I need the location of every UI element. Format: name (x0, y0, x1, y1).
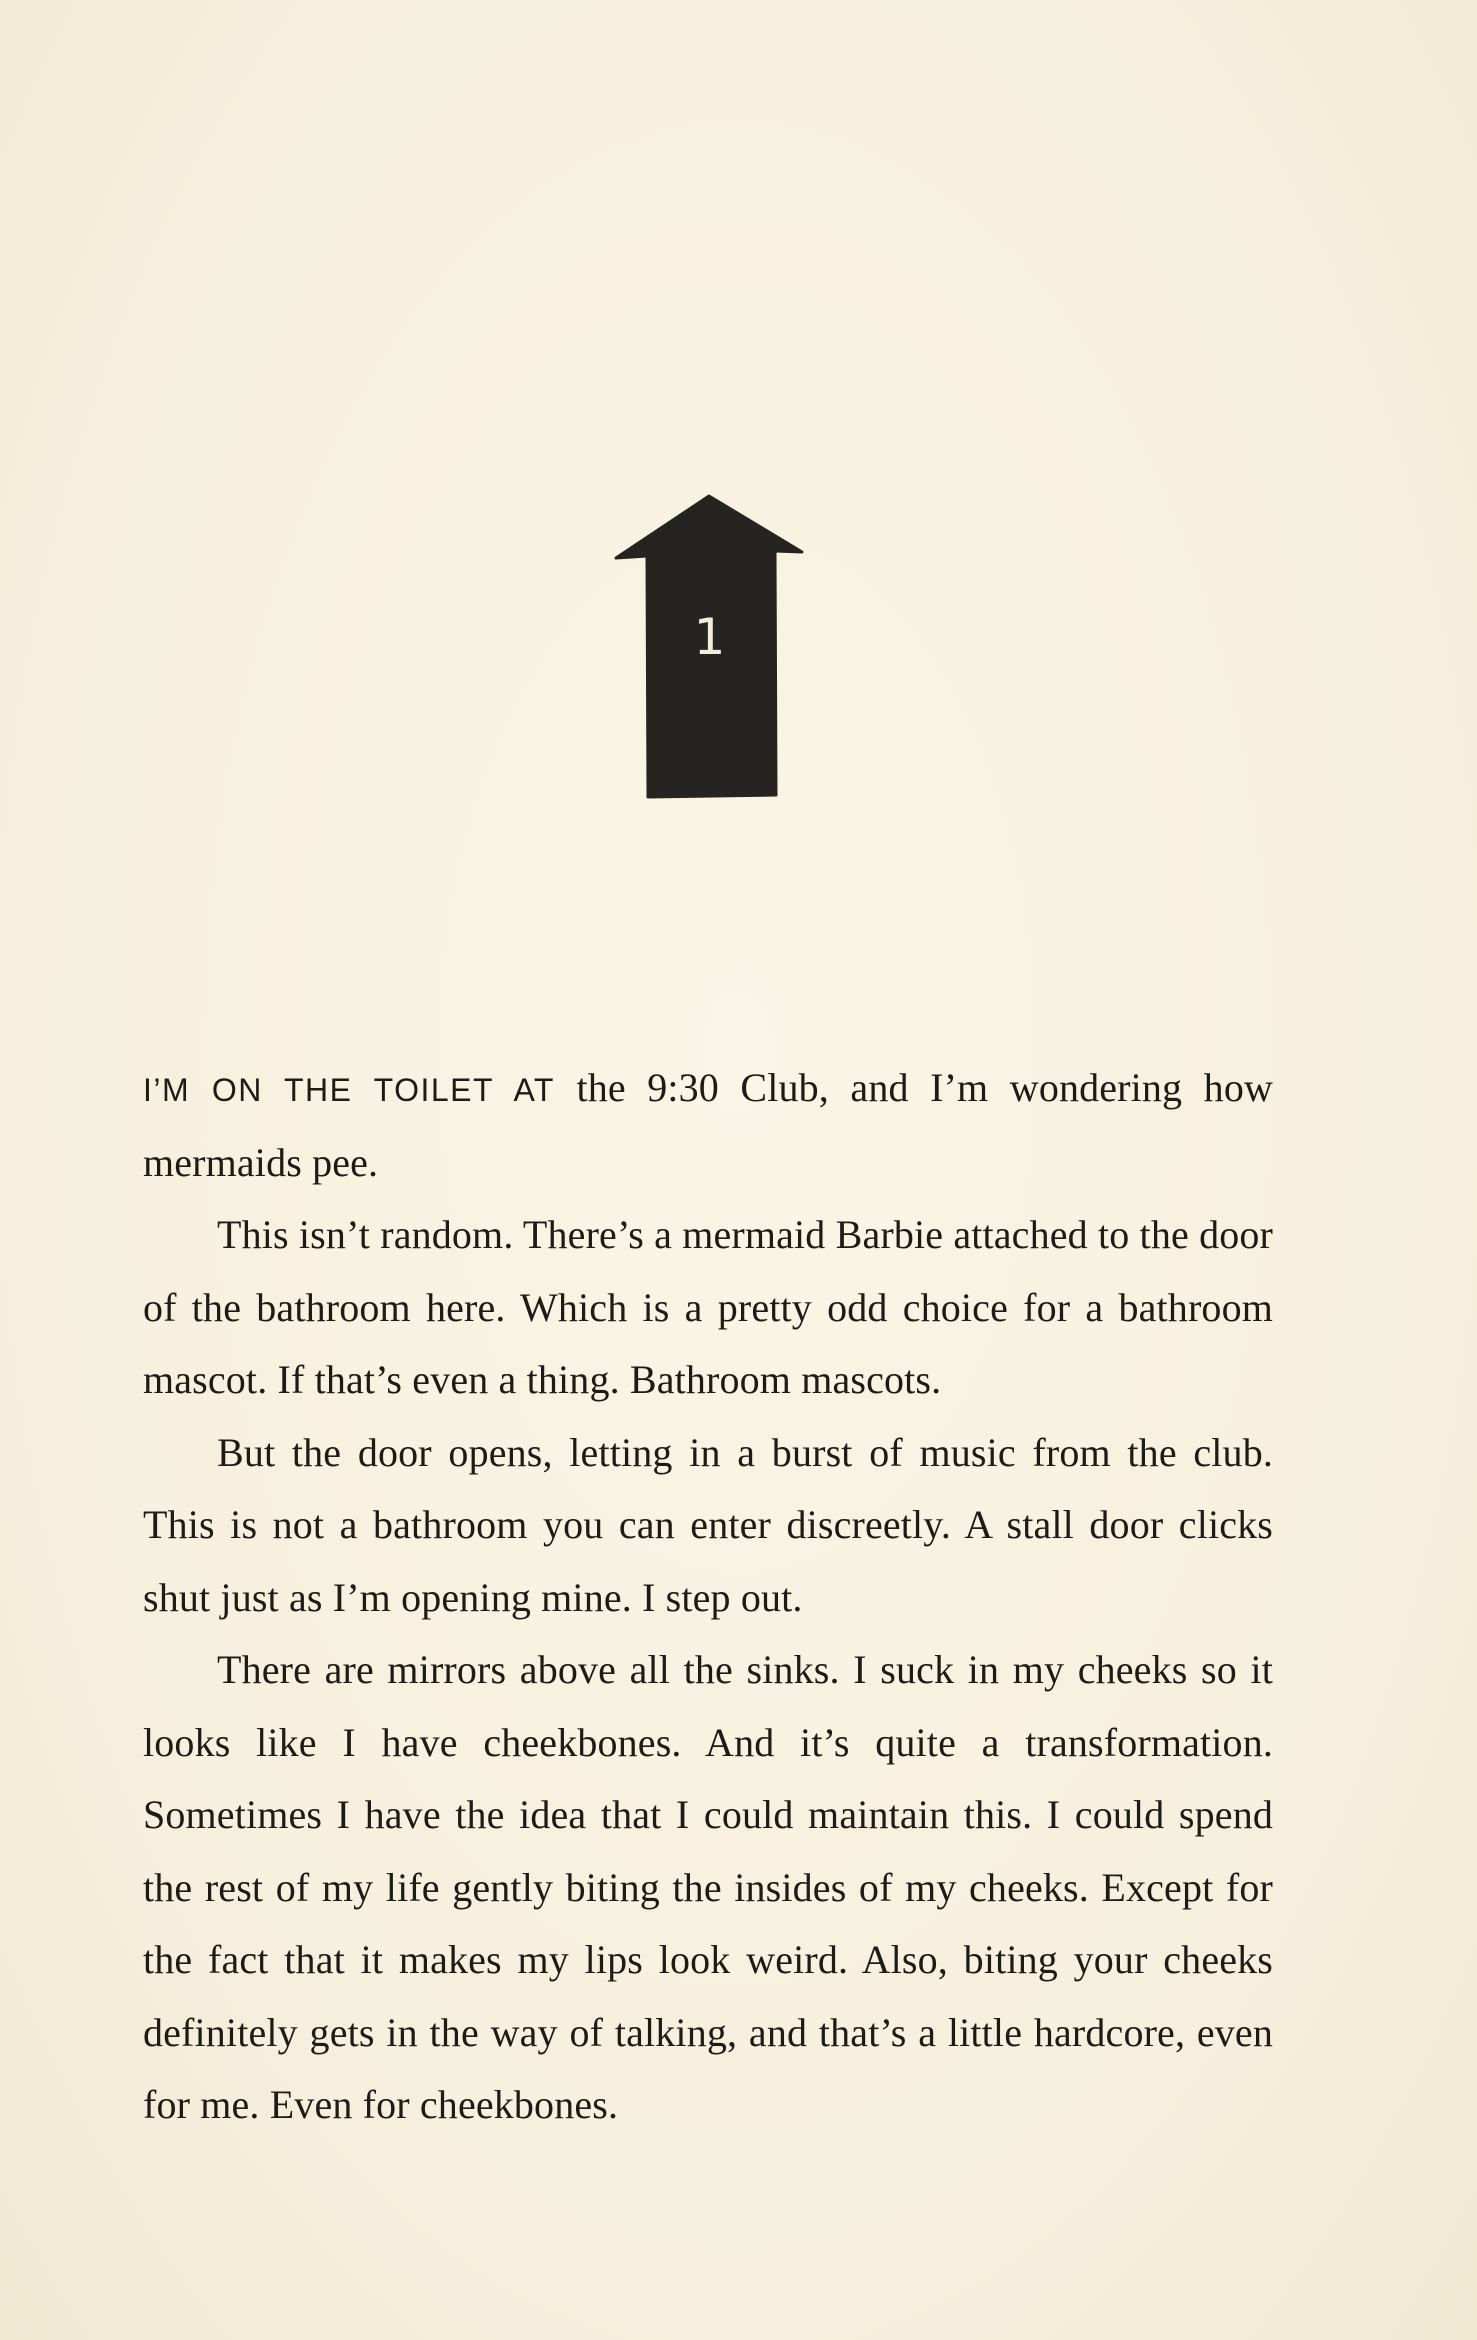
lead-in-small-caps: I’M ON THE TOILET AT (143, 1072, 555, 1108)
paragraph-4: There are mirrors above all the sinks. I suck in my cheeks so it looks like I have cheekbones. And it’s quite a transformation. Sometimes I have the idea that I could maintain this. I could spend the rest of my life gently biting the insides of my cheeks. Except for the fact that it makes my lips look weird. Also, biting your cheeks definitely gets in the way of talking, and that’s a little hardcore, even for me. Even for cheekbones. (143, 1647, 1273, 2127)
chapter-number: 1 (693, 608, 726, 666)
paragraph-1-text: the 9:30 Club, and I’m wondering how mermaids pee. (143, 1065, 1274, 1185)
chapter-marker (612, 494, 807, 799)
paragraph-3: But the door opens, letting in a burst of music from the club. This is not a bathroom you can enter discreetly. A stall door clicks shut just as I’m opening mine. I step out. (143, 1429, 1273, 1620)
chapter-body (143, 1052, 1273, 2142)
paragraph-1 (143, 1052, 1273, 1199)
paragraph-2: This isn’t random. There’s a mermaid Barbie attached to the door of the bathroom here. Which is a pretty odd choice for a bathroom mascot. If that’s even a thing. Bathroom mascots. (143, 1212, 1273, 1402)
